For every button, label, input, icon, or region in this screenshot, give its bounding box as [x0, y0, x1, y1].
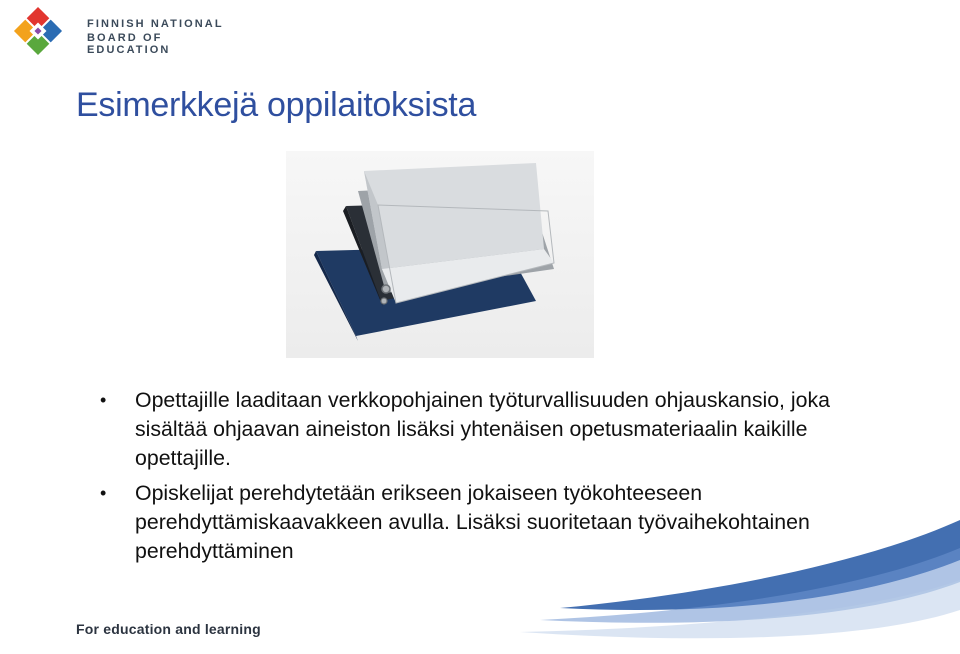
footer-slogan: For education and learning [76, 621, 261, 637]
slide-title: Esimerkkejä oppilaitoksista [76, 86, 477, 124]
org-name-line-1: FINNISH NATIONAL [87, 18, 224, 30]
bullet-text: Opettajille laaditaan verkkopohjainen työturvallisuuden ohjauskansio, joka sisältää ohjaavan aineiston lisäksi yhtenäisen opetusmateriaalin kaikille opettajille. [135, 388, 830, 470]
bullet-dot: • [100, 483, 107, 503]
bullet-text: Opiskelijat perehdytetään erikseen jokaiseen työkohteeseen perehdyttämiskaavakkeen avulla. Lisäksi suoritetaan työvaihekohtainen perehdyttäminen [135, 481, 810, 563]
bullet-dot: • [100, 390, 107, 410]
org-name-line-2: BOARD OF EDUCATION [87, 32, 171, 56]
